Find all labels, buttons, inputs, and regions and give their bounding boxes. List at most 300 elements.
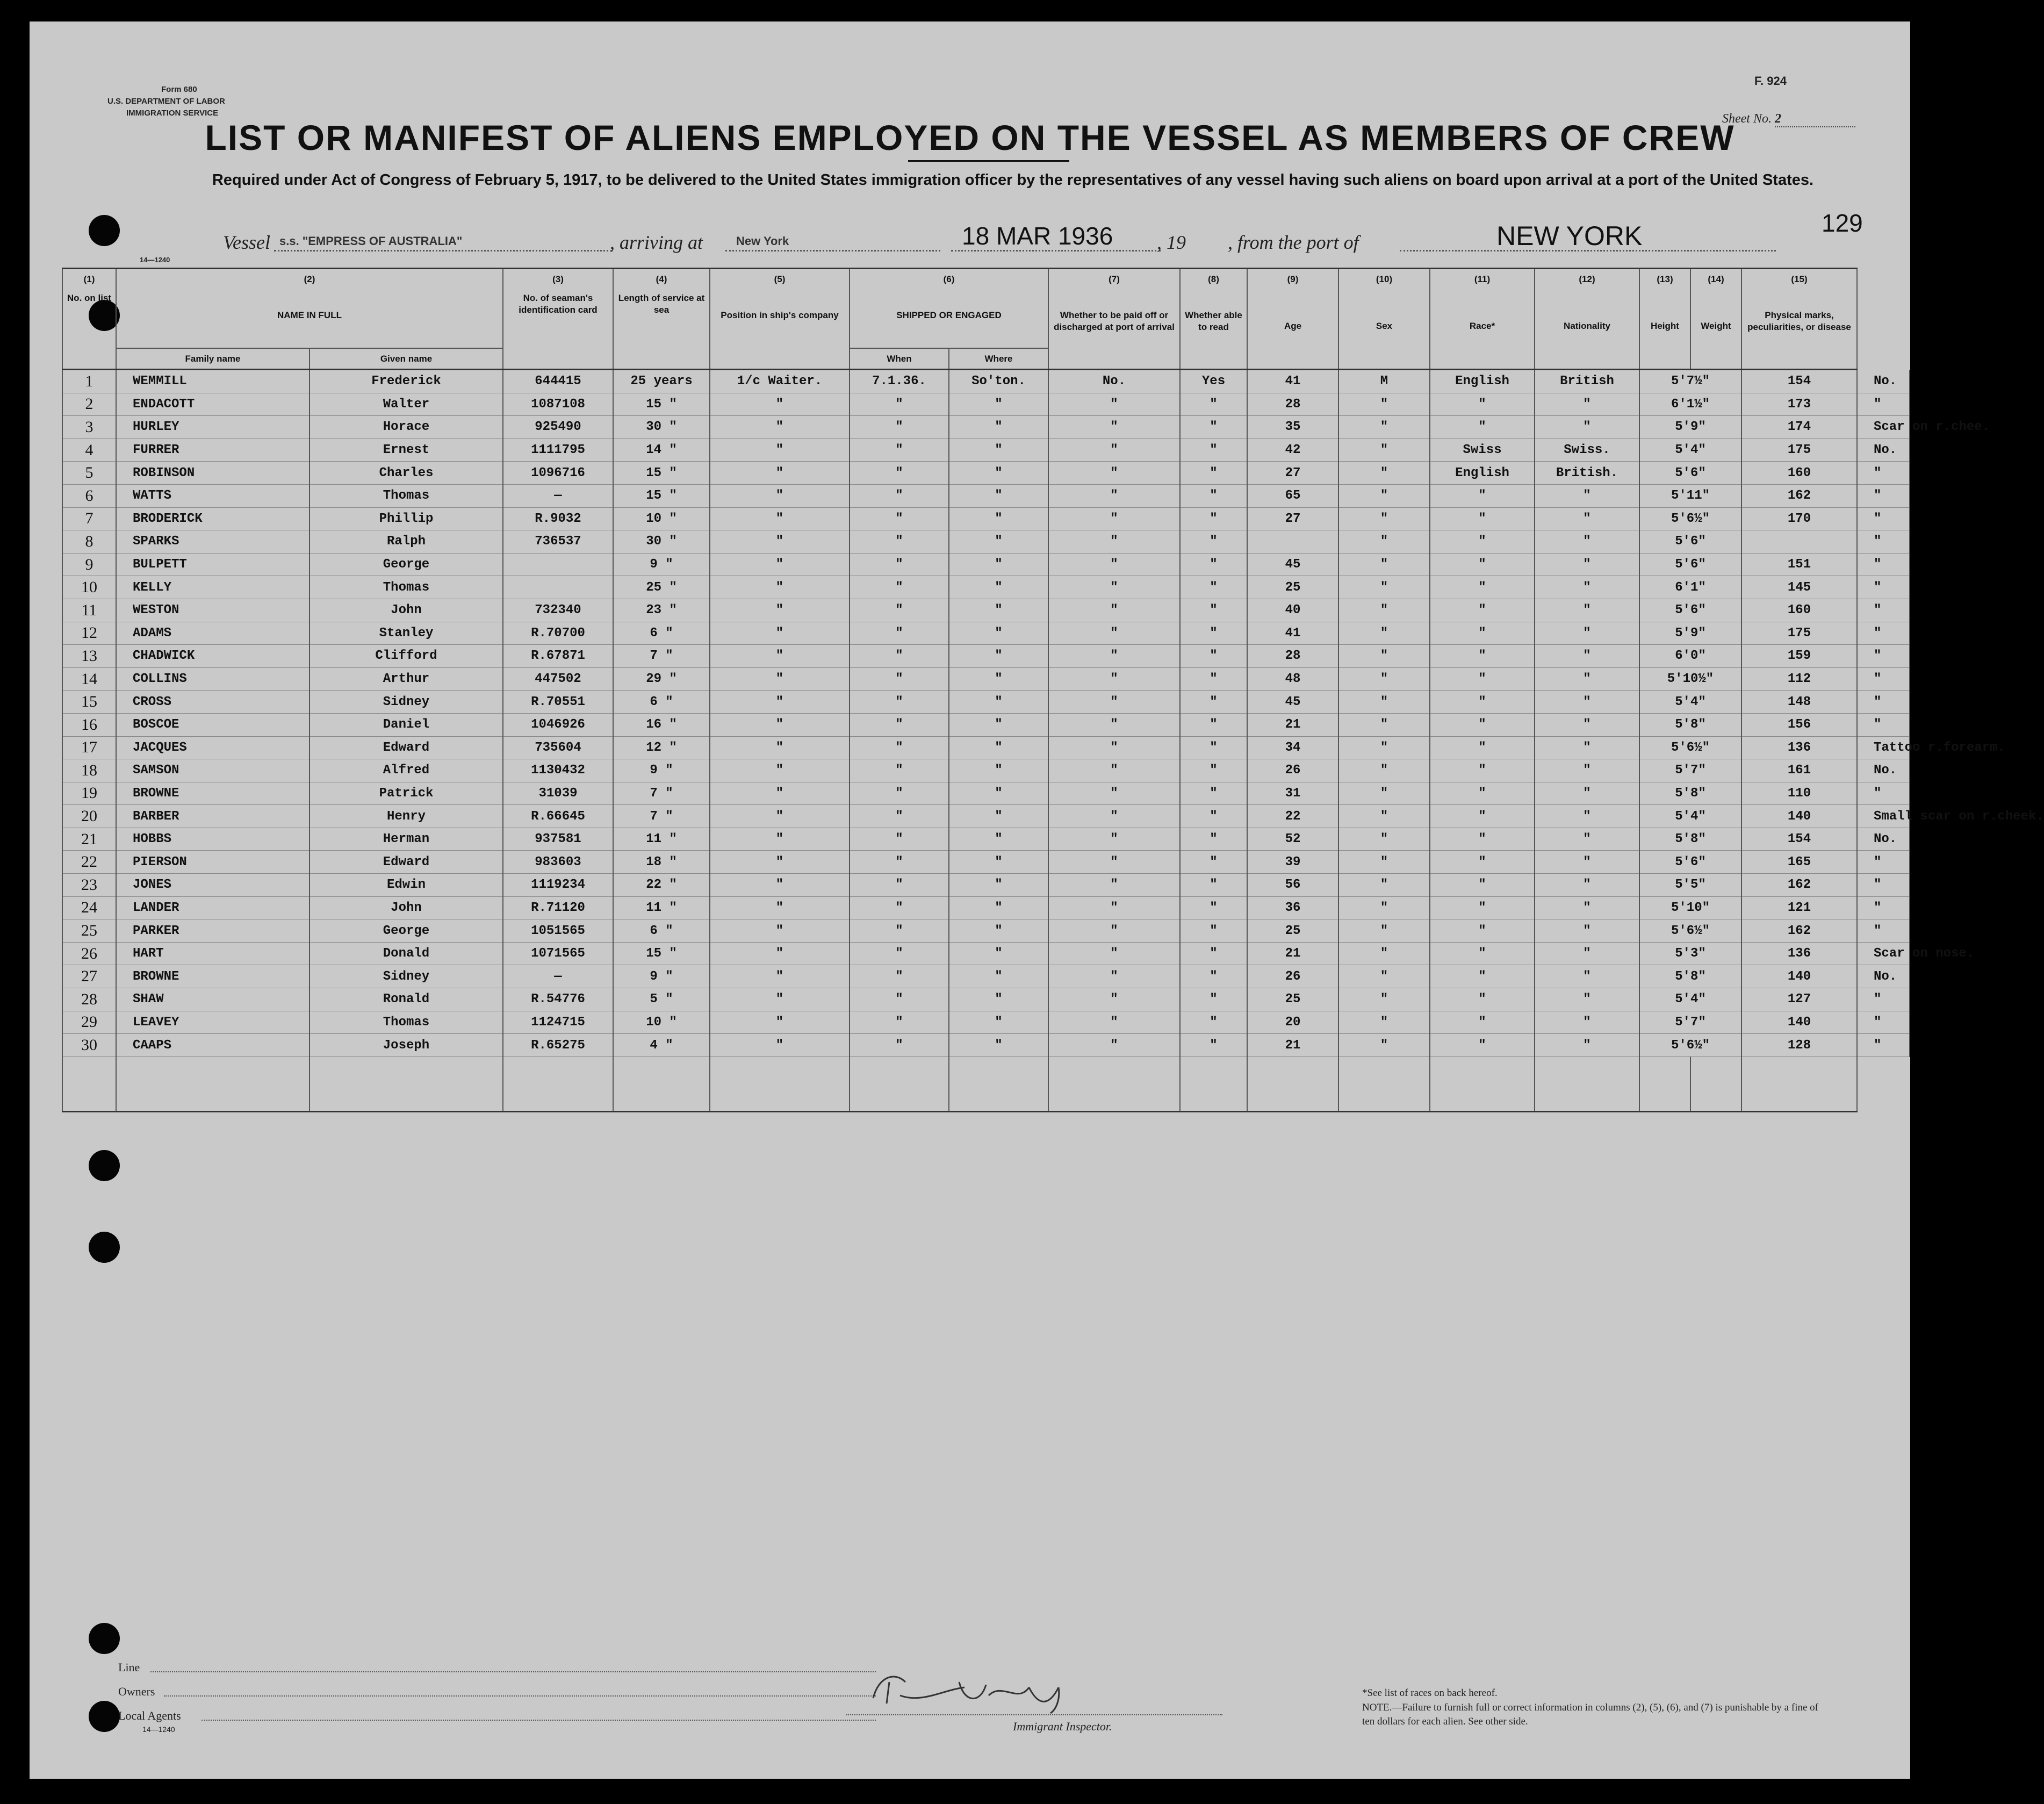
given-name: Joseph (310, 1034, 503, 1057)
physical-marks: " (1857, 393, 1910, 416)
length-of-service: 15 " (613, 484, 710, 507)
height: 5'6½" (1639, 1034, 1741, 1057)
id-card-number: R.70700 (503, 622, 613, 645)
race: " (1430, 874, 1535, 897)
ship-position: " (710, 759, 850, 782)
header-shipped: SHIPPED OR ENGAGED (850, 288, 1048, 348)
row-number: 3 (62, 416, 116, 439)
able-to-read: " (1180, 736, 1247, 759)
header-read: Whether able to read (1180, 288, 1247, 370)
id-card-number: 983603 (503, 851, 613, 874)
sex: " (1338, 530, 1430, 554)
paid-off-status: " (1048, 507, 1180, 530)
able-to-read: " (1180, 988, 1247, 1011)
paid-off-status: " (1048, 736, 1180, 759)
row-number: 9 (62, 553, 116, 576)
nationality: " (1535, 416, 1639, 439)
shipped-where: " (949, 553, 1048, 576)
given-name: Alfred (310, 759, 503, 782)
able-to-read: " (1180, 393, 1247, 416)
height: 5'7" (1639, 1011, 1741, 1034)
header-height: Height (1639, 288, 1690, 370)
able-to-read: " (1180, 576, 1247, 599)
nationality: British (1535, 370, 1639, 393)
able-to-read: " (1180, 942, 1247, 965)
given-name: Donald (310, 942, 503, 965)
id-card-number: — (503, 484, 613, 507)
nationality: " (1535, 919, 1639, 943)
shipped-where: " (949, 530, 1048, 554)
crew-row (62, 439, 1910, 462)
sex: " (1338, 942, 1430, 965)
height: 5'7" (1639, 759, 1741, 782)
weight: 136 (1741, 736, 1857, 759)
ship-position: " (710, 691, 850, 714)
race: " (1430, 1034, 1535, 1057)
physical-marks: " (1857, 782, 1910, 805)
crew-row (62, 667, 1910, 691)
length-of-service: 10 " (613, 1011, 710, 1034)
paid-off-status: No. (1048, 370, 1180, 393)
height: 5'8" (1639, 782, 1741, 805)
header-no-on-list: No. on list (62, 288, 116, 370)
race: " (1430, 576, 1535, 599)
shipped-when: " (850, 507, 949, 530)
shipped-when: " (850, 691, 949, 714)
races-note: *See list of races on back hereof. (1362, 1687, 1498, 1699)
family-name: BOSCOE (116, 713, 310, 736)
shipped-when: " (850, 828, 949, 851)
binder-hole (89, 215, 120, 246)
id-card-number: R.70551 (503, 691, 613, 714)
shipped-where: " (949, 667, 1048, 691)
able-to-read: " (1180, 439, 1247, 462)
col-num: (1) (62, 269, 116, 288)
family-name: BROWNE (116, 782, 310, 805)
able-to-read: " (1180, 965, 1247, 988)
height: 5'10" (1639, 896, 1741, 919)
shipped-where: " (949, 484, 1048, 507)
height: 5'6" (1639, 599, 1741, 622)
row-number: 1 (62, 370, 116, 393)
paid-off-status: " (1048, 645, 1180, 668)
age: 25 (1247, 988, 1338, 1011)
shipped-where: " (949, 439, 1048, 462)
row-number: 5 (62, 462, 116, 485)
weight: 121 (1741, 896, 1857, 919)
family-name: BARBER (116, 805, 310, 828)
department-name: U.S. DEPARTMENT OF LABOR (107, 97, 225, 106)
able-to-read: " (1180, 874, 1247, 897)
shipped-where: " (949, 805, 1048, 828)
paid-off-status: " (1048, 484, 1180, 507)
nationality: Swiss. (1535, 439, 1639, 462)
ship-position: 1/c Waiter. (710, 370, 850, 393)
weight: 140 (1741, 805, 1857, 828)
physical-marks: Scar on r.chee. (1857, 416, 1910, 439)
race: " (1430, 965, 1535, 988)
id-card-number: 736537 (503, 530, 613, 554)
age: 41 (1247, 370, 1338, 393)
able-to-read: " (1180, 599, 1247, 622)
race: " (1430, 759, 1535, 782)
physical-marks: " (1857, 645, 1910, 668)
paid-off-status: " (1048, 713, 1180, 736)
shipped-when: " (850, 713, 949, 736)
inspector-line (846, 1714, 1222, 1715)
row-number: 21 (62, 828, 116, 851)
paid-off-status: " (1048, 805, 1180, 828)
nationality: " (1535, 988, 1639, 1011)
able-to-read: " (1180, 1011, 1247, 1034)
able-to-read: " (1180, 667, 1247, 691)
weight (1741, 530, 1857, 554)
arriving-dots (725, 250, 940, 251)
physical-marks: " (1857, 713, 1910, 736)
arriving-port: New York (736, 234, 789, 248)
shipped-where: " (949, 919, 1048, 943)
given-name: Thomas (310, 484, 503, 507)
nationality: " (1535, 553, 1639, 576)
nationality: " (1535, 896, 1639, 919)
family-name: HURLEY (116, 416, 310, 439)
height: 5'6½" (1639, 507, 1741, 530)
able-to-read: " (1180, 645, 1247, 668)
shipped-when: " (850, 416, 949, 439)
form-code: 14—1240 (140, 256, 170, 264)
race: " (1430, 736, 1535, 759)
shipped-when: " (850, 759, 949, 782)
physical-marks: " (1857, 507, 1910, 530)
shipped-where: " (949, 599, 1048, 622)
column-header-row (62, 288, 1910, 348)
family-name: SAMSON (116, 759, 310, 782)
crew-row (62, 645, 1910, 668)
given-name: Ralph (310, 530, 503, 554)
ship-position: " (710, 828, 850, 851)
length-of-service: 9 " (613, 965, 710, 988)
length-of-service: 4 " (613, 1034, 710, 1057)
column-number-row (62, 269, 1910, 288)
weight: 159 (1741, 645, 1857, 668)
height: 5'3" (1639, 942, 1741, 965)
given-name: Patrick (310, 782, 503, 805)
paid-off-status: " (1048, 851, 1180, 874)
able-to-read: " (1180, 622, 1247, 645)
nationality: " (1535, 1034, 1639, 1057)
given-name: Clifford (310, 645, 503, 668)
from-port-label: , from the port of (1228, 232, 1359, 253)
ship-position: " (710, 988, 850, 1011)
physical-marks: " (1857, 622, 1910, 645)
ship-position: " (710, 874, 850, 897)
sex: " (1338, 622, 1430, 645)
nationality: " (1535, 851, 1639, 874)
race: " (1430, 530, 1535, 554)
ship-position: " (710, 507, 850, 530)
physical-marks: " (1857, 576, 1910, 599)
nationality: " (1535, 576, 1639, 599)
physical-marks: No. (1857, 965, 1910, 988)
header-marks: Physical marks, peculiarities, or disease (1741, 288, 1857, 370)
nationality: " (1535, 645, 1639, 668)
weight: 156 (1741, 713, 1857, 736)
length-of-service: 7 " (613, 645, 710, 668)
shipped-when: " (850, 599, 949, 622)
physical-marks: " (1857, 896, 1910, 919)
shipped-where: " (949, 828, 1048, 851)
length-of-service: 23 " (613, 599, 710, 622)
id-card-number: 447502 (503, 667, 613, 691)
ship-position: " (710, 599, 850, 622)
weight: 175 (1741, 622, 1857, 645)
sex: " (1338, 805, 1430, 828)
height: 5'9" (1639, 622, 1741, 645)
agents-dots (201, 1720, 876, 1721)
age: 21 (1247, 713, 1338, 736)
crew-manifest-table (62, 268, 2044, 1112)
nationality: " (1535, 393, 1639, 416)
shipped-where: " (949, 965, 1048, 988)
page-subtitle: Required under Act of Congress of February 5, 1917, to be delivered to the United States immigration officer by the representatives of any vessel having such aliens on board upon arrival at a port of the United States. (212, 171, 1814, 189)
nationality: " (1535, 759, 1639, 782)
able-to-read: " (1180, 507, 1247, 530)
physical-marks: Tattoo r.forearm. (1857, 736, 1910, 759)
crew-row (62, 507, 1910, 530)
col-num: (14) (1690, 269, 1741, 288)
id-card-number: 1051565 (503, 919, 613, 943)
page-number: 129 (1822, 209, 1863, 237)
crew-row (62, 736, 1910, 759)
weight: 175 (1741, 439, 1857, 462)
physical-marks: " (1857, 988, 1910, 1011)
date-dots (951, 250, 1161, 251)
given-name: Herman (310, 828, 503, 851)
paid-off-status: " (1048, 919, 1180, 943)
shipped-where: " (949, 874, 1048, 897)
vessel-label: Vessel (223, 232, 270, 253)
physical-marks: No. (1857, 828, 1910, 851)
col-num: (12) (1535, 269, 1639, 288)
shipped-where: " (949, 782, 1048, 805)
family-name: HOBBS (116, 828, 310, 851)
given-name: Edward (310, 736, 503, 759)
id-card-number: 735604 (503, 736, 613, 759)
family-name: ENDACOTT (116, 393, 310, 416)
id-card-number: — (503, 965, 613, 988)
row-number: 14 (62, 667, 116, 691)
paid-off-status: " (1048, 1034, 1180, 1057)
height: 5'6" (1639, 530, 1741, 554)
nationality: " (1535, 530, 1639, 554)
header-id-card: No. of seaman's identification card (503, 288, 613, 370)
shipped-where: " (949, 988, 1048, 1011)
ship-position: " (710, 530, 850, 554)
given-name: Henry (310, 805, 503, 828)
shipped-when: " (850, 874, 949, 897)
race: " (1430, 1011, 1535, 1034)
service-name: IMMIGRATION SERVICE (126, 109, 219, 118)
family-name: HART (116, 942, 310, 965)
id-card-number (503, 576, 613, 599)
race: " (1430, 713, 1535, 736)
shipped-when: " (850, 988, 949, 1011)
length-of-service: 7 " (613, 782, 710, 805)
row-number: 28 (62, 988, 116, 1011)
height: 5'4" (1639, 439, 1741, 462)
crew-row (62, 805, 1910, 828)
able-to-read: " (1180, 553, 1247, 576)
ship-position: " (710, 576, 850, 599)
age: 34 (1247, 736, 1338, 759)
shipped-when: " (850, 645, 949, 668)
height: 5'7½" (1639, 370, 1741, 393)
physical-marks: " (1857, 462, 1910, 485)
age: 20 (1247, 1011, 1338, 1034)
race: " (1430, 851, 1535, 874)
given-name: Frederick (310, 370, 503, 393)
length-of-service: 22 " (613, 874, 710, 897)
binder-hole (89, 1701, 120, 1732)
physical-marks: " (1857, 919, 1910, 943)
race: " (1430, 782, 1535, 805)
nationality: " (1535, 736, 1639, 759)
able-to-read: " (1180, 896, 1247, 919)
physical-marks: " (1857, 851, 1910, 874)
paid-off-status: " (1048, 667, 1180, 691)
row-number: 27 (62, 965, 116, 988)
row-number: 22 (62, 851, 116, 874)
length-of-service: 11 " (613, 896, 710, 919)
length-of-service: 25 years (613, 370, 710, 393)
row-number: 10 (62, 576, 116, 599)
header-paid-off: Whether to be paid off or discharged at port of arrival (1048, 288, 1180, 370)
given-name: Stanley (310, 622, 503, 645)
paid-off-status: " (1048, 988, 1180, 1011)
header-nationality: Nationality (1535, 288, 1639, 370)
physical-marks: " (1857, 599, 1910, 622)
nationality: " (1535, 713, 1639, 736)
from-port: NEW YORK (1496, 221, 1643, 251)
id-card-number: 1119234 (503, 874, 613, 897)
shipped-when: " (850, 576, 949, 599)
weight: 140 (1741, 965, 1857, 988)
crew-row (62, 576, 1910, 599)
row-number: 20 (62, 805, 116, 828)
length-of-service: 10 " (613, 507, 710, 530)
id-card-number: R.66645 (503, 805, 613, 828)
family-name: ADAMS (116, 622, 310, 645)
col-num: (10) (1338, 269, 1430, 288)
crew-row (62, 530, 1910, 554)
row-number: 13 (62, 645, 116, 668)
agents-label: Local Agents (118, 1709, 181, 1722)
given-name: Sidney (310, 965, 503, 988)
race: Swiss (1430, 439, 1535, 462)
crew-row (62, 599, 1910, 622)
height: 5'4" (1639, 805, 1741, 828)
shipped-when: " (850, 1034, 949, 1057)
shipped-where: So'ton. (949, 370, 1048, 393)
age: 21 (1247, 1034, 1338, 1057)
nationality: " (1535, 942, 1639, 965)
vessel-dots (274, 250, 613, 251)
sex: " (1338, 439, 1430, 462)
paid-off-status: " (1048, 782, 1180, 805)
row-number: 7 (62, 507, 116, 530)
weight: 128 (1741, 1034, 1857, 1057)
given-name: Charles (310, 462, 503, 485)
ship-position: " (710, 805, 850, 828)
shipped-where: " (949, 736, 1048, 759)
crew-row (62, 988, 1910, 1011)
family-name: LANDER (116, 896, 310, 919)
page-title: LIST OR MANIFEST OF ALIENS EMPLOYED ON THE VESSEL AS MEMBERS OF CREW (205, 118, 1735, 157)
length-of-service: 30 " (613, 530, 710, 554)
sex: " (1338, 896, 1430, 919)
shipped-when: " (850, 942, 949, 965)
height: 5'5" (1639, 874, 1741, 897)
length-of-service: 5 " (613, 988, 710, 1011)
able-to-read: " (1180, 462, 1247, 485)
physical-marks: " (1857, 1011, 1910, 1034)
family-name: LEAVEY (116, 1011, 310, 1034)
age: 41 (1247, 622, 1338, 645)
shipped-when: " (850, 439, 949, 462)
weight: 161 (1741, 759, 1857, 782)
weight: 174 (1741, 416, 1857, 439)
length-of-service: 25 " (613, 576, 710, 599)
height: 5'4" (1639, 988, 1741, 1011)
age: 39 (1247, 851, 1338, 874)
shipped-when: " (850, 393, 949, 416)
height: 6'0" (1639, 645, 1741, 668)
race: English (1430, 462, 1535, 485)
sex: " (1338, 691, 1430, 714)
weight: 112 (1741, 667, 1857, 691)
id-card-number: 937581 (503, 828, 613, 851)
from-port-dots (1400, 250, 1776, 251)
paid-off-status: " (1048, 759, 1180, 782)
row-number: 2 (62, 393, 116, 416)
sex: " (1338, 736, 1430, 759)
ship-position: " (710, 439, 850, 462)
race: " (1430, 645, 1535, 668)
shipped-when: " (850, 896, 949, 919)
col-num: (7) (1048, 269, 1180, 288)
paid-off-status: " (1048, 599, 1180, 622)
row-number: 18 (62, 759, 116, 782)
family-name: BULPETT (116, 553, 310, 576)
paid-off-status: " (1048, 965, 1180, 988)
family-name: WESTON (116, 599, 310, 622)
crew-row (62, 553, 1910, 576)
length-of-service: 15 " (613, 942, 710, 965)
sex: " (1338, 919, 1430, 943)
weight: 160 (1741, 599, 1857, 622)
family-name: WEMMILL (116, 370, 310, 393)
shipped-when: " (850, 736, 949, 759)
height: 5'9" (1639, 416, 1741, 439)
shipped-where: " (949, 1011, 1048, 1034)
crew-row (62, 828, 1910, 851)
physical-marks: " (1857, 667, 1910, 691)
nationality: " (1535, 667, 1639, 691)
header-when: When (850, 348, 949, 370)
crew-row (62, 1011, 1910, 1034)
length-of-service: 6 " (613, 691, 710, 714)
family-name: ROBINSON (116, 462, 310, 485)
